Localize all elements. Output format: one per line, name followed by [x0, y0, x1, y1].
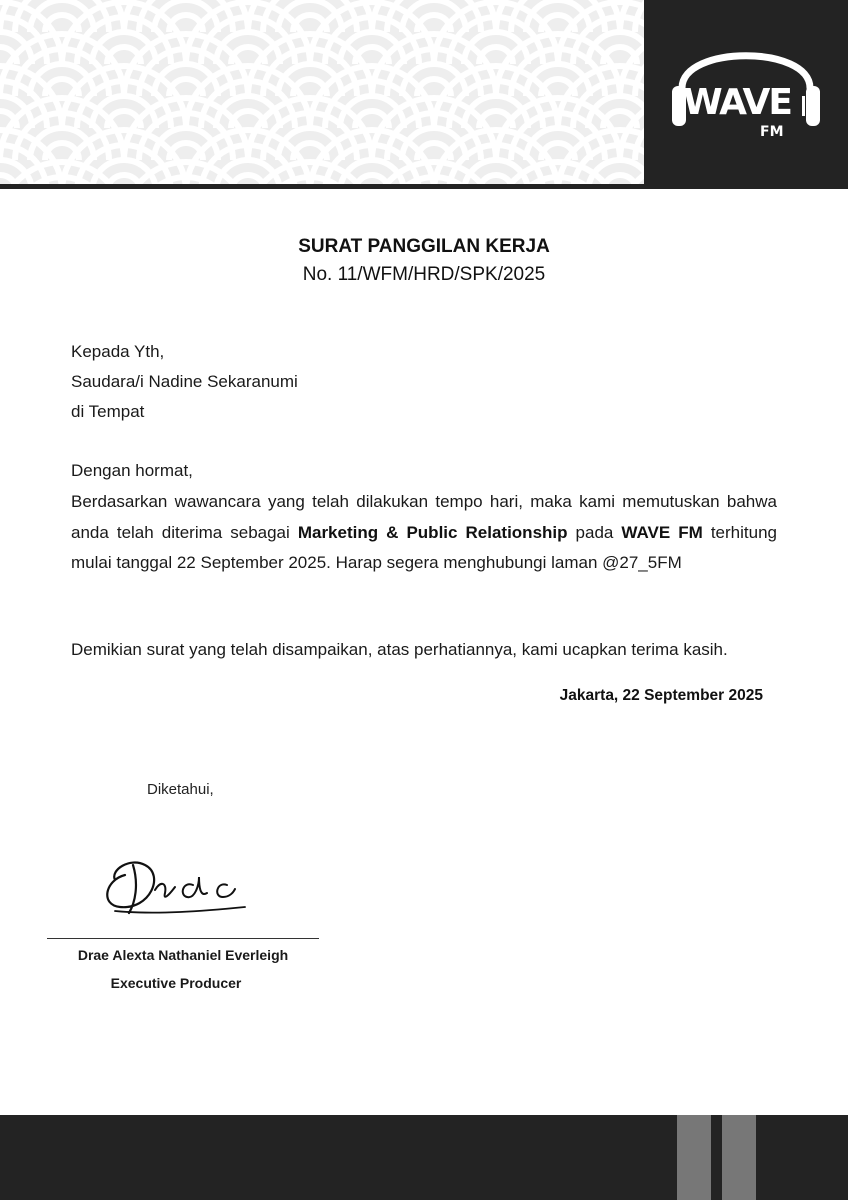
company-name: WAVE FM [621, 522, 703, 542]
logo-wordmark: WAVE [683, 82, 791, 123]
letter-number: No. 11/WFM/HRD/SPK/2025 [302, 264, 546, 285]
logo-subtext: FM [760, 124, 784, 140]
body-text-part1: Berdasarkan wawancara yang telah dilakukan tempo hari, maka kami memutuskan bahwa anda telah diterima sebagai [71, 492, 777, 542]
footer-stripe-right [722, 1115, 756, 1200]
recipient-location: di Tempat [71, 402, 145, 421]
recipient-name: Saudara/i Nadine Sekaranumi [71, 372, 298, 391]
greeting: Dengan hormat, [71, 461, 193, 480]
signature-line [47, 938, 319, 939]
body-paragraph [71, 487, 777, 579]
place-date: Jakarta, 22 September 2025 [559, 687, 763, 704]
signer-role: Executive Producer [110, 975, 242, 991]
header-wave-pattern [0, 0, 644, 184]
position-name: Marketing & Public Relationship [297, 522, 568, 542]
footer-bar [0, 1115, 848, 1200]
recipient-salutation: Kepada Yth, [71, 342, 165, 361]
footer-stripe-left [677, 1115, 711, 1200]
signer-name: Drae Alexta Nathaniel Everleigh [77, 947, 289, 963]
letter-title: SURAT PANGGILAN KERJA [298, 236, 550, 257]
handwritten-signature [95, 845, 255, 925]
known-label: Diketahui, [147, 781, 214, 798]
closing-text: Demikian surat yang telah disampaikan, atas perhatiannya, kami ucapkan terima kasih. [71, 640, 728, 659]
body-text-part3: terhitung mulai tanggal 22 September 2025. Harap segera menghubungi laman @27_5FM [71, 522, 777, 572]
body-text-part2: pada [567, 522, 622, 542]
